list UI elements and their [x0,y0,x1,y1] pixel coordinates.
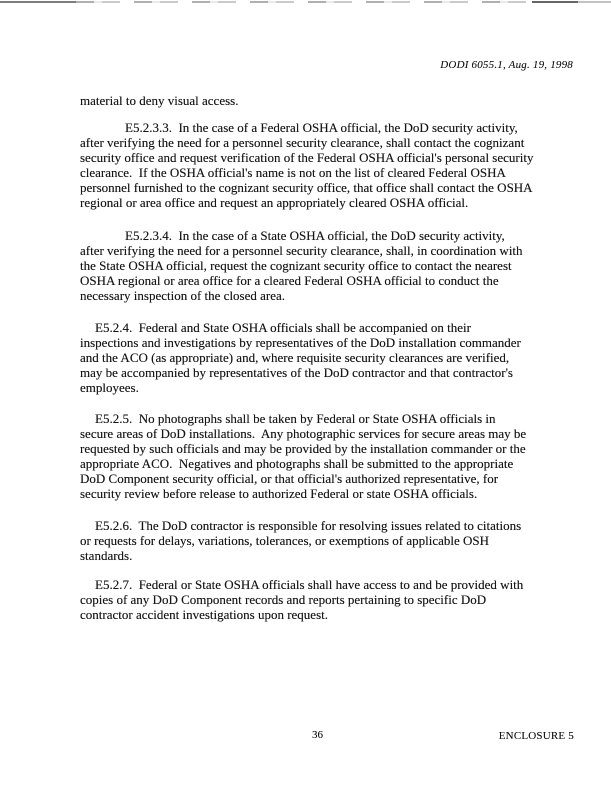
page-header [440,59,573,71]
text-line: standards. [80,548,133,563]
enclosure-label: ENCLOSURE 5 [498,730,574,742]
text-line: E5.2.6. The DoD contractor is responsible for resolving issues related to citations [95,518,522,533]
text-line: inspections and investigations by representatives of the DoD installation commander [80,335,521,350]
text-line: E5.2.3.3. In the case of a Federal OSHA official, the DoD security activity, [125,120,518,135]
text-line: necessary inspection of the closed area. [80,288,286,303]
scan-artifact-segment [0,1,76,3]
text-line: E5.2.5. No photographs shall be taken by Federal or State OSHA officials in [95,411,496,426]
paragraph-continuation [80,93,550,108]
scan-artifact-segment [76,1,532,3]
text-line: security office and request verification of the Federal OSHA official's personal security [80,150,534,165]
paragraph-E5.2.3.4 [80,228,550,303]
text-line: E5.2.3.4. In the case of a State OSHA official, the DoD security activity, [125,228,505,243]
text-line: regional or area office and request an appropriately cleared OSHA official. [80,195,469,210]
text-line: secure areas of DoD installations. Any photographic services for secure areas may be [80,426,527,441]
text-line: and the ACO (as appropriate) and, where requisite security clearances are verified, [80,350,510,365]
text-line: employees. [80,380,139,395]
paragraph-E5.2.5 [80,411,550,501]
text-line: DoD Component security official, or that official's authorized representative, for [80,471,499,486]
text-line: E5.2.4. Federal and State OSHA officials shall be accompanied on their [95,320,471,335]
text-line: may be accompanied by representatives of the DoD contractor and that contractor's [80,365,513,380]
page-number: 36 [312,729,323,741]
text-line: material to deny visual access. [80,93,239,108]
text-line: requested by such officials and may be provided by the installation commander or the [80,441,526,456]
text-line: or requests for delays, variations, tolerances, or exemptions of applicable OSH [80,533,490,548]
document-body [80,93,550,622]
text-line: security review before release to authorized Federal or state OSHA officials. [80,486,478,501]
scan-artifact-top [0,1,611,4]
text-line: after verifying the need for a personnel security clearance, shall contact the cognizant [80,135,525,150]
text-line: personnel furnished to the cognizant security office, that office shall contact the OSHA [80,180,533,195]
text-line: appropriate ACO. Negatives and photographs shall be submitted to the appropriate [80,456,514,471]
text-line: the State OSHA official, request the cognizant security office to contact the nearest [80,258,512,273]
scan-artifact-segment [532,1,578,3]
paragraph-E5.2.6 [80,518,550,563]
scan-artifact-segment [578,1,611,3]
text-line: OSHA regional or area office for a cleared Federal OSHA official to conduct the [80,273,499,288]
paragraph-E5.2.4 [80,320,550,395]
text-line: E5.2.7. Federal or State OSHA officials shall have access to and be provided with [95,577,524,592]
paragraph-E5.2.3.3 [80,120,550,210]
document-reference: DODI 6055.1, Aug. 19, 1998 [440,59,573,71]
text-line: after verifying the need for a personnel security clearance, shall, in coordination with [80,243,523,258]
text-line: clearance. If the OSHA official's name is not on the list of cleared Federal OSHA [80,165,506,180]
text-line: copies of any DoD Component records and reports pertaining to specific DoD [80,592,487,607]
paragraph-E5.2.7 [80,577,550,622]
text-line: contractor accident investigations upon request. [80,607,329,622]
